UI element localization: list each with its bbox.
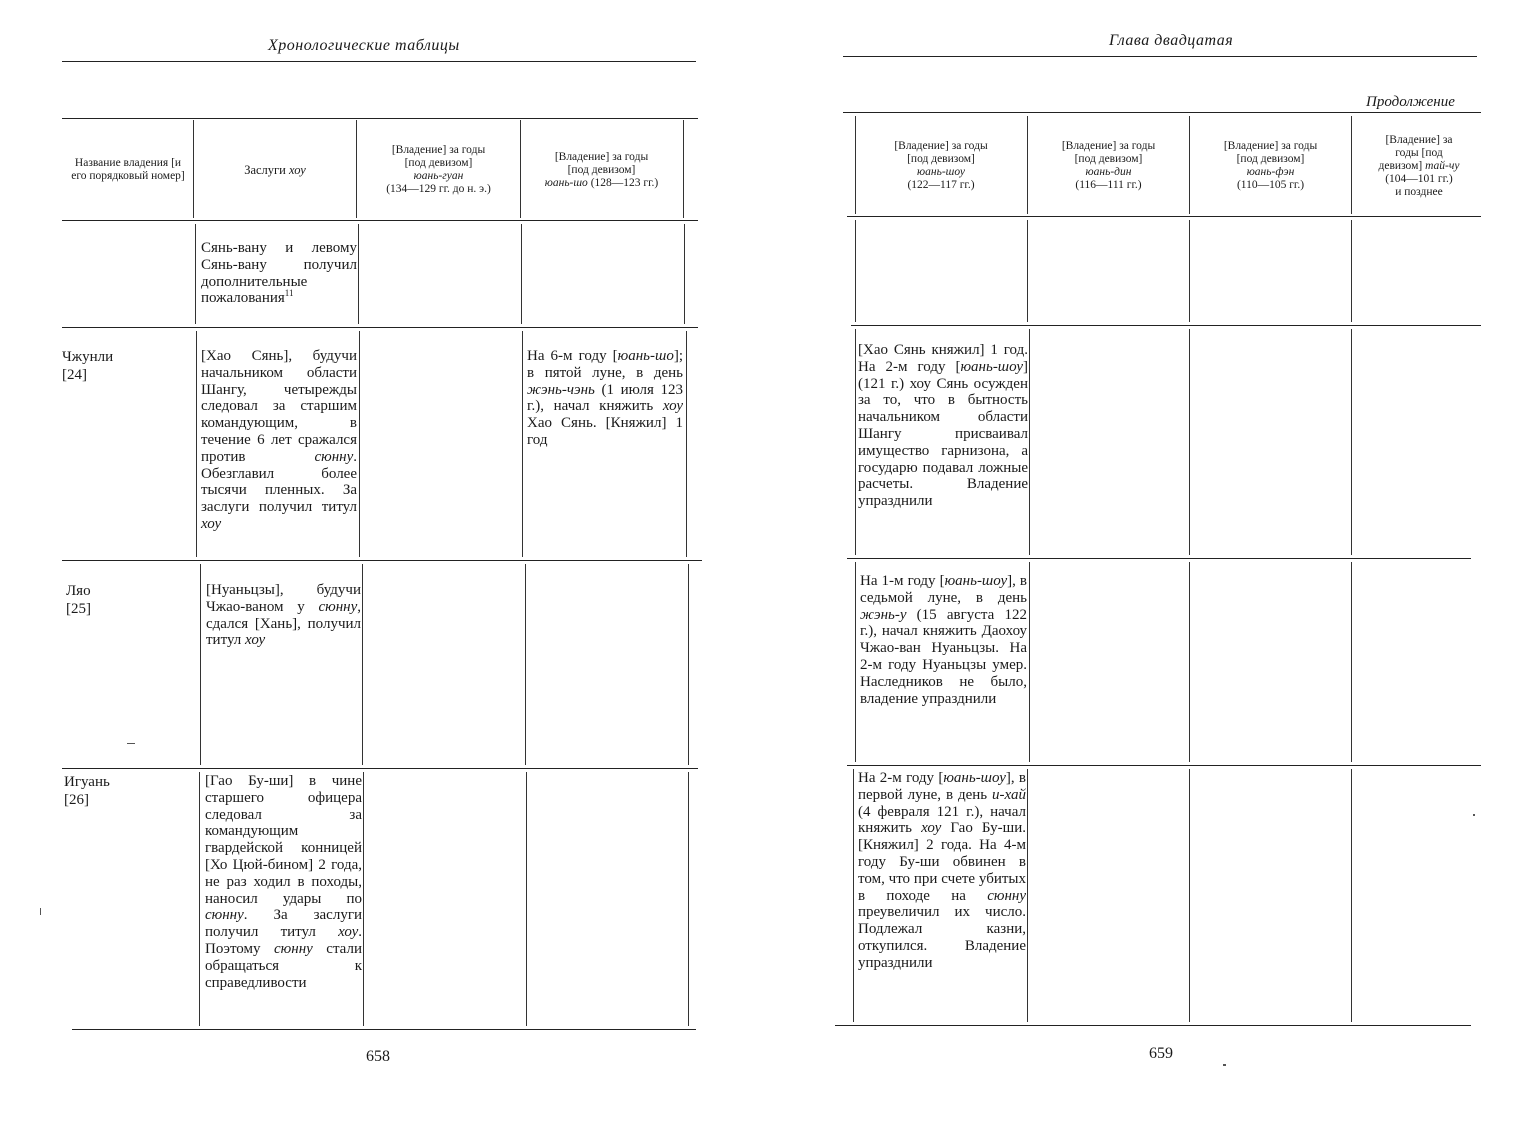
vline-left-d: [688, 564, 689, 765]
yuan-shuo-cell-zhongli: На 6-м году [юань-шо]; в пятой луне, в день жэнь-чэнь (1 июля 123 г.), начал княжить хоу Хао Сянь. [Княжил] 1 год: [527, 348, 683, 448]
vline-left-c: [522, 331, 523, 557]
table-top-rule-left: [62, 118, 698, 119]
header-merit-column: Заслуги хоу: [244, 162, 306, 177]
holding-name-zhongli: Чжунли [24]: [62, 349, 114, 383]
vline-right-a: [855, 329, 856, 555]
row-rule-right-3: [847, 765, 1481, 766]
header-bottom-rule-right: [847, 216, 1481, 217]
vline-left-b: [363, 772, 364, 1026]
vline-right-a: [855, 562, 856, 762]
running-head-left: Хронологические таблицы: [268, 37, 460, 54]
vline-right-d: [1351, 769, 1352, 1022]
scan-speck: [127, 743, 135, 744]
vline-right-b: [1027, 220, 1028, 322]
page-number-right: 659: [1149, 1045, 1173, 1062]
holding-name-liao: Ляо [25]: [66, 583, 91, 617]
vline-right-b: [1027, 769, 1028, 1022]
merit-cell-row-1: Сянь-вану и левому Сянь-вану получил дополнительные пожалования$^{11}$: [201, 240, 357, 307]
vline-right-a: [855, 116, 856, 214]
vline-left-d: [686, 331, 687, 557]
vline-right-d: [1351, 220, 1352, 322]
vline-left-b: [358, 224, 359, 324]
header-tai-chu-column: [Владение] за годы [под девизом] тай-чу (104—101 гг.) и позднее: [1378, 133, 1460, 198]
vline-right-b: [1027, 116, 1028, 214]
vline-left-b: [362, 564, 363, 765]
yuan-shou-cell-iguan: На 2-м году [юань-шоу], в первой луне, в день и-хай (4 февраля 121 г.), начал княжить хоу Гао Бу-ши. [Княжил] 2 года. На 4-м году Бу-ши обвинен в том, что при счете убитых в походе на сюнну преувеличил их число. Подлежал казни, откупился. Владение упразднили: [858, 770, 1026, 971]
header-yuan-shuo-column: [Владение] за годы [под девизом] юань-шо (128—123 гг.): [544, 150, 659, 189]
yuan-shou-cell-liao: На 1-м году [юань-шоу], в седьмой луне, в день жэнь-у (15 августа 122 г.), начал княжить Даохоу Чжао-ван Нуаньцзы. На 2-м году Нуаньцзы умер. Наследников не было, владение упразднили: [860, 573, 1027, 707]
row-rule-left-2: [62, 560, 702, 561]
vline-right-c: [1189, 562, 1190, 762]
running-head-right: Глава двадцатая: [1109, 32, 1234, 49]
merit-cell-zhongli: [Хао Сянь], будучи начальником области Шангу, четырежды следовал за старшим командующим, в течение 6 лет сражался против сюнну. Обезглавил более тысячи пленных. За заслуги получил титул хоу: [201, 348, 357, 532]
head-rule-left: [62, 61, 696, 62]
vline-left-c: [521, 224, 522, 324]
header-yuan-feng-column: [Владение] за годы [под девизом] юань-фэн (110—105 гг.): [1223, 140, 1318, 191]
merit-cell-liao: [Нуаньцзы], будучи Чжао-ваном у сюнну, сдался [Хань], получил титул хоу: [206, 582, 361, 649]
row-rule-left-3: [62, 768, 698, 769]
scan-speck: [1473, 814, 1475, 816]
vline-right-b: [1029, 329, 1030, 555]
table-top-rule-right: [843, 112, 1481, 113]
table-bottom-rule-left: [72, 1029, 696, 1030]
table-bottom-rule-right: [835, 1025, 1471, 1026]
vline-left-b: [359, 331, 360, 557]
row-rule-left-1: [62, 327, 698, 328]
vline-right-d: [1351, 562, 1352, 762]
vline-right-a: [855, 220, 856, 322]
vline-left-d: [683, 120, 684, 218]
vline-left-a: [195, 224, 196, 324]
right-page: [763, 0, 1526, 1142]
page-number-left: 658: [366, 1048, 390, 1065]
vline-right-b: [1029, 562, 1030, 762]
vline-left-a: [196, 331, 197, 557]
vline-right-c: [1189, 116, 1190, 214]
header-yuan-guang-column: [Владение] за годы [под девизом] юань-гуан (134—129 гг. до н. э.): [386, 144, 491, 195]
header-bottom-rule-left: [62, 220, 698, 221]
vline-left-c: [526, 772, 527, 1026]
vline-right-c: [1189, 329, 1190, 555]
continuation-label: Продолжение: [1366, 94, 1455, 110]
scan-speck: [40, 908, 41, 915]
holding-name-iguan: Игуань [26]: [64, 774, 110, 808]
head-rule-right: [843, 56, 1477, 57]
vline-left-d: [684, 224, 685, 324]
vline-left-d: [688, 772, 689, 1026]
vline-left-b: [356, 120, 357, 218]
vline-right-a: [853, 769, 854, 1022]
merit-cell-iguan: [Гао Бу-ши] в чине старшего офицера следовал за командующим гвардейской конницей [Хо Цюй-бином] 2 года, не раз ходил в походы, наносил удары по сюнну. За заслуги получил титул хоу. Поэтому сюнну стали обращаться к справедливости: [205, 773, 362, 991]
vline-left-c: [520, 120, 521, 218]
vline-right-c: [1189, 220, 1190, 322]
vline-left-a: [199, 772, 200, 1026]
vline-left-c: [525, 564, 526, 765]
vline-right-d: [1351, 116, 1352, 214]
vline-left-a: [200, 564, 201, 765]
row-rule-right-1: [851, 325, 1481, 326]
yuan-shou-cell-zhongli: [Хао Сянь княжил] 1 год. На 2-м году [юань-шоу] (121 г.) хоу Сянь осужден за то, что в бытность начальником области Шангу присваивал имущество гарнизона, а государю подавал ложные расчеты. Владение упразднили: [858, 342, 1028, 510]
vline-left-a: [193, 120, 194, 218]
header-yuan-shou-column: [Владение] за годы [под девизом] юань-шоу (122—117 гг.): [894, 140, 988, 191]
row-rule-right-2: [847, 558, 1471, 559]
scan-speck: [1223, 1064, 1226, 1066]
header-yuan-ding-column: [Владение] за годы [под девизом] юань-дин (116—111 гг.): [1061, 140, 1156, 191]
vline-right-d: [1351, 329, 1352, 555]
header-name-column: Название владения [и его порядковый номер]: [71, 157, 185, 182]
vline-right-c: [1189, 769, 1190, 1022]
